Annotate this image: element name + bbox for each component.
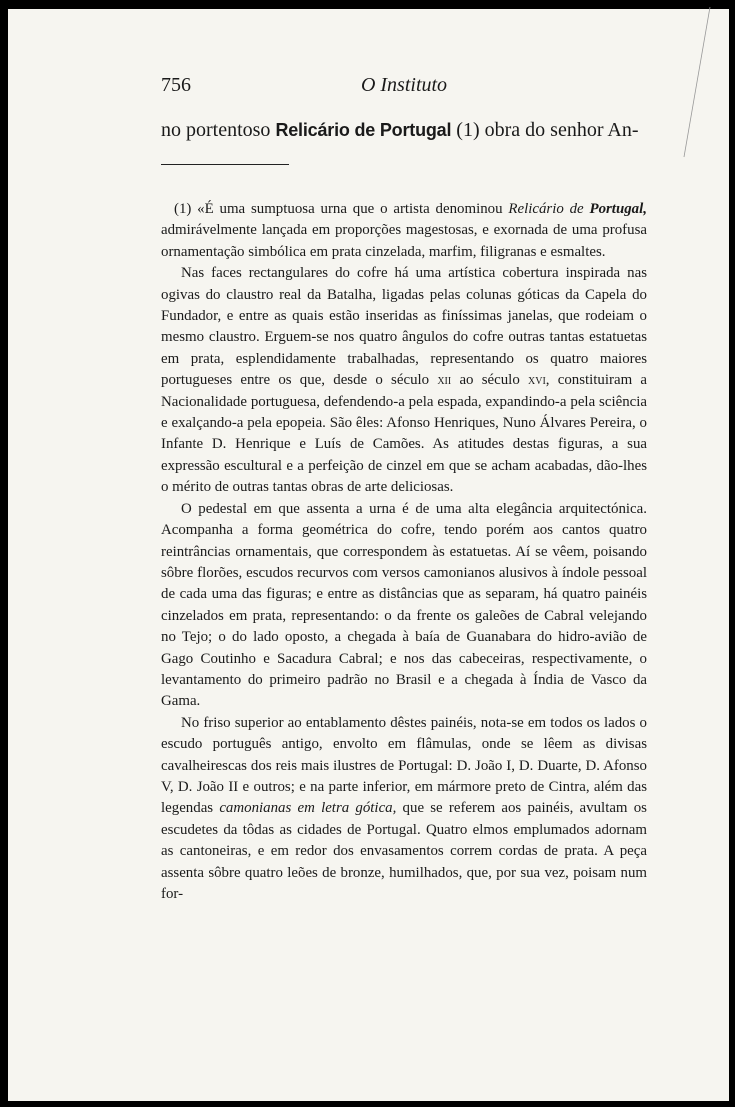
footnote [161, 199, 647, 905]
footnote-text: que se referem aos painéis, avultam os escudetes da tôdas as cidades de Portugal. Quatro elmos emplumados adornam as cantoneiras, e em redor dos envasamentos correm cordas de prata. A peça assenta sôbre quatro leões de bronze, humilhados, que, por sua vez, poisam num for- [161, 800, 647, 902]
roman-numeral: xii [437, 372, 452, 389]
body-text-line [161, 119, 651, 142]
footnote-text: , constituiram a Nacionalidade portuguesa, defendendo-a pela espada, expandindo-a pela sciência e exalçando-a pela epopeia. São êles: Afonso Henriques, Nuno Álvares Pereira, o Infante D. Henrique e Luís de Camões. As atitudes destas figuras, a sua expressão escultural e a perfeição de cinzel em que se acham acabadas, dão-lhes o mérito de outras tantas obras de arte deliciosas. [161, 372, 648, 496]
footnote-paragraph-2 [161, 263, 647, 498]
footnote-text: ao século [451, 372, 528, 389]
running-title: O Instituto [360, 74, 448, 96]
footnote-separator [161, 164, 289, 165]
footnote-text: Nas faces rectangulares do cofre há uma artística cobertura inspirada nas ogivas do claustro real da Batalha, ligadas pelas colunas góticas da Capela do Fundador, e entre as quais estão inseridas as finíssimas janelas, que rodeiam o mesmo claustro. Erguem-se nos quatro ângulos do cofre outras tantas estatuetas em prata, esplendidamente trabalhadas, representando os quatro maiores portugueses entre os que, desde o século [161, 265, 647, 389]
footnote-italic: camonianas em letra gótica, [219, 800, 397, 817]
reliquary-title: Relicário de Portugal [275, 120, 452, 140]
body-text-before: no portentoso [161, 119, 276, 141]
footnote-text: admirávelmente lançada em proporções magestosas, e exornada de uma profusa ornamentação simbólica em prata cinzelada, marfim, filigranas e esmaltes. [161, 222, 647, 260]
page-number: 756 [161, 74, 191, 96]
footnote-text: (1) «É uma sumptuosa urna que o artista denominou [174, 201, 509, 217]
footnote-italic: Portugal, [589, 201, 647, 217]
footnote-italic: Relicário de [508, 201, 584, 217]
footnote-text: No friso superior ao entablamento dêstes painéis, nota-se em todos os lados o escudo português antigo, envolto em flâmulas, onde se lêem as divisas cavalheirescas dos reis mais ilustres de Portugal: D. João I, D. Duarte, D. Afonso V, D. João II e outros; e na parte inferior, em mármore preto de Cintra, além das legendas [161, 714, 647, 817]
page-header [161, 74, 647, 100]
footnote-paragraph-1 [161, 199, 647, 263]
paper-crease [648, 7, 728, 177]
footnote-paragraph-4 [161, 713, 647, 906]
footnote-paragraph-3: O pedestal em que assenta a urna é de uma alta elegância arquitectónica. Acompanha a forma geométrica do cofre, tendo porém aos cantos quatro reintrâncias ornamentais, que correspondem às estatuetas. Aí se vêem, poisando sôbre florões, escudos recurvos com versos camonianos alusivos à índole pessoal de cada uma das figuras; e entre as distâncias que as separam, há quatro painéis cinzelados em prata, representando: o da frente os galeões de Cabral velejando no Tejo; o do lado oposto, a chegada à baía de Guanabara do hidro-avião de Gago Coutinho e Sacadura Cabral; e nos das cabeceiras, respectivamente, o levantamento do primeiro padrão no Brasil e a chegada à Índia de Vasco da Gama. [161, 500, 647, 710]
page [8, 7, 729, 1101]
scan-border [8, 7, 729, 9]
roman-numeral: xvi [528, 372, 546, 389]
body-text-after: (1) obra do senhor An- [451, 119, 639, 141]
